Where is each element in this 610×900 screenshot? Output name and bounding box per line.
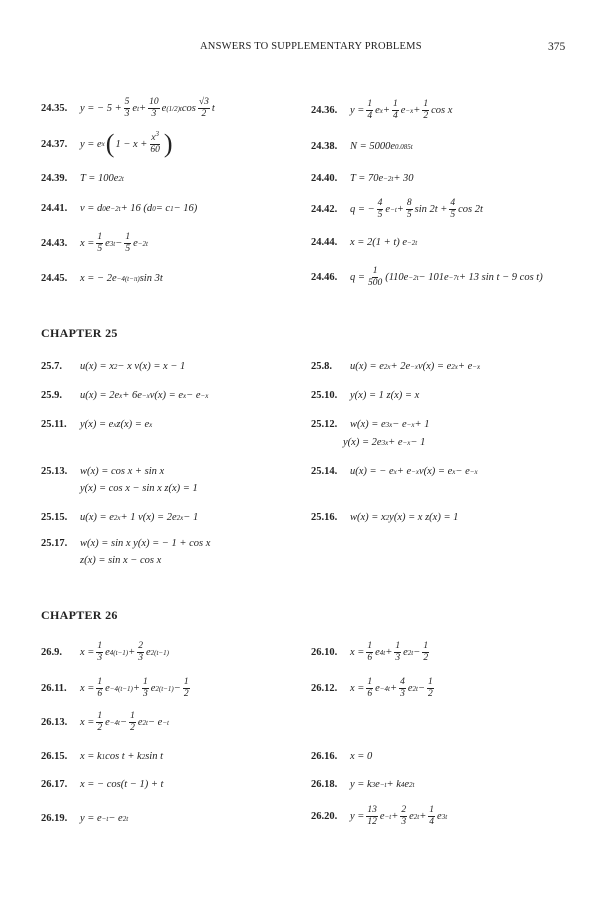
problem-24-40: 24.40. T = 70e −2t + 30 [311, 173, 414, 184]
problem-24-38: 24.38. N = 5000e 0.085t [311, 141, 413, 152]
problem-25-17-line-2: z(x) = sin x − cos x [80, 555, 162, 566]
problem-26-18: 26.18. y = k 3 e −t + k 4 e 2t [311, 779, 415, 790]
problem-25-16: 25.16. w(x) = x 2 y(x) = x z(x) = 1 [311, 512, 459, 523]
problem-25-10: 25.10. y(x) = 1 z(x) = x [311, 390, 420, 401]
problem-25-12: 25.12. w(x) = e 3x − e −x + 1 [311, 419, 430, 430]
problem-25-13: 25.13. w(x) = cos x + sin x [41, 466, 165, 477]
running-head: ANSWERS TO SUPPLEMENTARY PROBLEMS [200, 41, 422, 52]
problem-26-9: 26.9. x = $\frac{1}{3}$ e 4(t−1) + $\frac{2}{3}$ e 2(t−1) [41, 641, 169, 663]
problem-24-36: 24.36. y = $\frac{1}{4}$ e x + $\frac{1}{4}$ e −x + $\frac{1}{2}$ cos x [311, 99, 453, 121]
problem-24-45: 24.45. x = − 2e −4(t−π) sin 3t [41, 273, 163, 284]
problem-26-20: 26.20. y = $\frac{13}{12}$ e −t + $\frac{2}{3}$ e 2t + $\frac{1}{4}$ e 3t [311, 805, 448, 827]
problem-26-19: 26.19. y = e −t − e 2t [41, 813, 129, 824]
problem-26-16: 26.16. x = 0 [311, 751, 373, 762]
problem-25-7: 25.7. u(x) = x 2 − x v(x) = x − 1 [41, 361, 186, 372]
problem-26-17: 26.17. x = − cos(t − 1) + t [41, 779, 164, 790]
problem-26-10: 26.10. x = $\frac{1}{6}$ e 4t + $\frac{1}{3}$ e 2t − $\frac{1}{2}$ [311, 641, 429, 663]
problem-24-41: 24.41. v = d 0 e −2t + 16 (d 0 = c 1 − 16) [41, 203, 198, 214]
problem-25-8: 25.8. u(x) = e 2x + 2e −x v(x) = e 2x + e −x [311, 361, 481, 372]
problem-24-43: 24.43. x = $\frac{1}{5}$ e 3t − $\frac{1}{5}$ e −2t [41, 232, 148, 254]
problem-26-13: 26.13. x = $\frac{1}{2}$ e −4t − $\frac{1}{2}$ e 2t − e −t [41, 711, 169, 733]
problem-25-11: 25.11. y(x) = e x z(x) = e x [41, 419, 153, 430]
chapter-26-heading: CHAPTER 26 [41, 608, 118, 622]
problem-24-35: 24.35. y = − 5 + $\frac{5}{3}$ e t + $\frac{10}{3}$ e (1/2)t cos $\frac{√3}{2}$ t [41, 97, 215, 119]
problem-26-11: 26.11. x = $\frac{1}{6}$ e −4(t−1) + $\frac{1}{3}$ e 2(t−1) − $\frac{1}{2}$ [41, 677, 189, 699]
problem-25-15: 25.15. u(x) = e 2x + 1 v(x) = 2e 2x − 1 [41, 512, 199, 523]
page-number: 375 [548, 41, 566, 53]
problem-24-39: 24.39. T = 100e 2t [41, 173, 124, 184]
chapter-25-heading: CHAPTER 25 [41, 326, 118, 340]
problem-24-46: 24.46. q = $\frac{1}{500}$ (110e −2t − 101e −7t + 13 sin t − 9 cos t) [311, 266, 543, 288]
problem-25-9: 25.9. u(x) = 2e x + 6e −x v(x) = e x − e −x [41, 390, 209, 401]
problem-24-44: 24.44. x = 2(1 + t) e −2t [311, 237, 418, 248]
page-header [0, 41, 610, 57]
problem-25-17: 25.17. w(x) = sin x y(x) = − 1 + cos x [41, 538, 211, 549]
problem-24-37: 24.37. y = e x ( 1 − x + $\frac{x^3}{60}$ ) [41, 129, 173, 158]
problem-26-15: 26.15. x = k 1 cos t + k 2 sin t [41, 751, 163, 762]
problem-25-12-line-2: y(x) = 2e 3x + e −x − 1 [343, 437, 426, 448]
problem-24-42: 24.42. q = − $\frac{4}{5}$ e −t + $\frac{8}{5}$ sin 2t + $\frac{4}{5}$ cos 2t [311, 198, 483, 220]
problem-26-12: 26.12. x = $\frac{1}{6}$ e −4t + $\frac{4}{3}$ e 2t − $\frac{1}{2}$ [311, 677, 433, 699]
problem-25-14: 25.14. u(x) = − e x + e −x v(x) = e x − e −x [311, 466, 478, 477]
problem-25-13-line-2: y(x) = cos x − sin x z(x) = 1 [80, 483, 198, 494]
